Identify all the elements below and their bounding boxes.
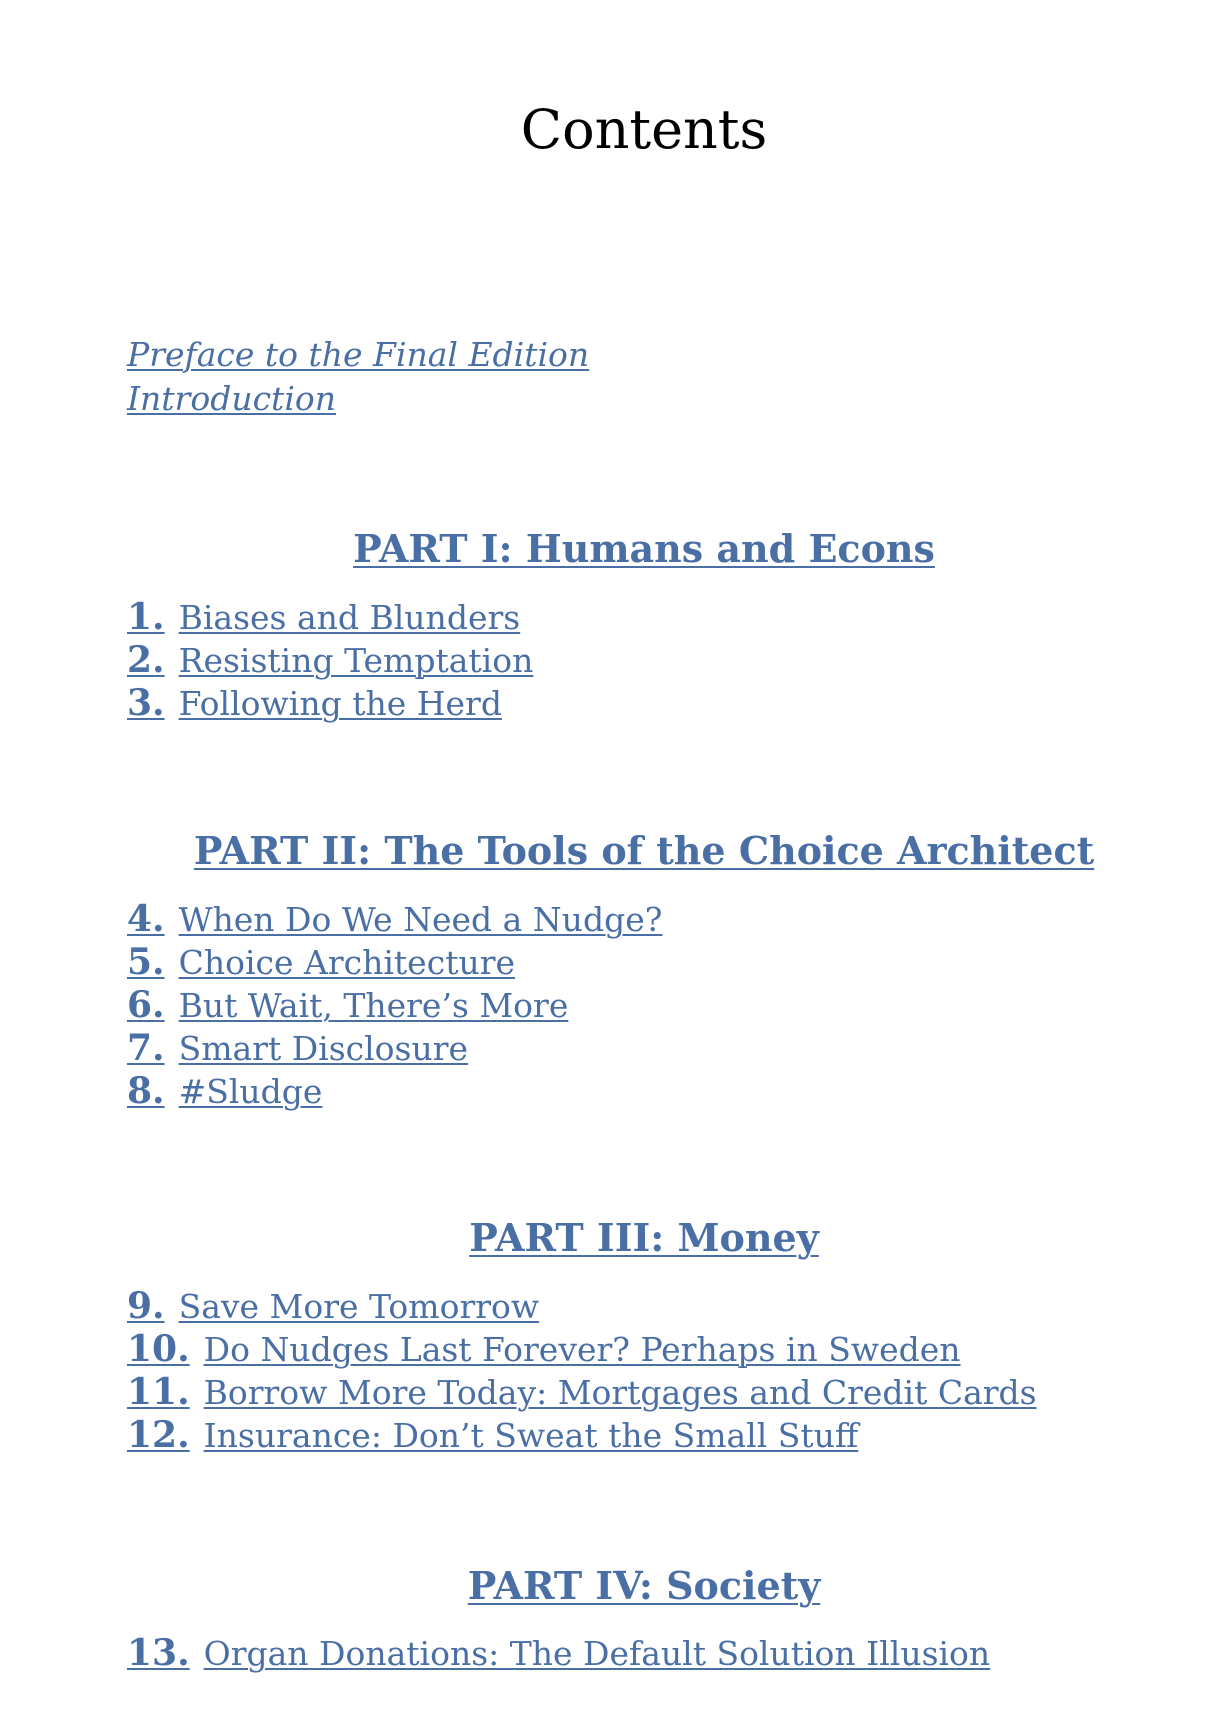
- front-matter-links: [127, 333, 589, 421]
- chapter-title: Biases and Blunders: [178, 598, 521, 637]
- chapter-number: 4.: [127, 898, 165, 940]
- part-4-heading[interactable]: PART IV: Society: [467, 1563, 821, 1608]
- chapter-number: 7.: [127, 1027, 165, 1069]
- introduction-link[interactable]: Introduction: [127, 379, 336, 418]
- chapter-number: 11.: [127, 1371, 190, 1413]
- chapter-number: 2.: [127, 639, 165, 681]
- chapter-3-link[interactable]: [127, 682, 533, 725]
- chapter-title: Following the Herd: [178, 684, 502, 723]
- chapter-number: 1.: [127, 596, 165, 638]
- part-3-heading[interactable]: PART III: Money: [469, 1215, 819, 1260]
- chapter-number: 12.: [127, 1414, 190, 1456]
- chapter-title: Smart Disclosure: [178, 1029, 469, 1068]
- part-4-chapter-list: [127, 1632, 990, 1675]
- chapter-title: Do Nudges Last Forever? Perhaps in Sweden: [203, 1330, 961, 1369]
- chapter-11-link[interactable]: [127, 1371, 1037, 1414]
- part-3-chapter-list: [127, 1285, 1037, 1457]
- chapter-9-link[interactable]: [127, 1285, 1037, 1328]
- chapter-number: 9.: [127, 1285, 165, 1327]
- chapter-number: 10.: [127, 1328, 190, 1370]
- chapter-title: Insurance: Don’t Sweat the Small Stuff: [203, 1416, 859, 1455]
- chapter-1-link[interactable]: [127, 596, 533, 639]
- chapter-title: Choice Architecture: [178, 943, 516, 982]
- part-2-chapter-list: [127, 898, 662, 1113]
- chapter-8-link[interactable]: [127, 1070, 662, 1113]
- chapter-title: But Wait, There’s More: [178, 986, 569, 1025]
- chapter-13-link[interactable]: [127, 1632, 990, 1675]
- chapter-number: 6.: [127, 984, 165, 1026]
- chapter-title: Borrow More Today: Mortgages and Credit Cards: [203, 1373, 1037, 1412]
- preface-link[interactable]: Preface to the Final Edition: [127, 335, 590, 374]
- chapter-5-link[interactable]: [127, 941, 662, 984]
- chapter-number: 8.: [127, 1070, 165, 1112]
- chapter-6-link[interactable]: [127, 984, 662, 1027]
- chapter-title: When Do We Need a Nudge?: [178, 900, 663, 939]
- chapter-7-link[interactable]: [127, 1027, 662, 1070]
- chapter-number: 3.: [127, 682, 165, 724]
- chapter-4-link[interactable]: [127, 898, 662, 941]
- chapter-10-link[interactable]: [127, 1328, 1037, 1371]
- chapter-title: Resisting Temptation: [178, 641, 534, 680]
- chapter-number: 13.: [127, 1632, 190, 1674]
- page-title: Contents: [520, 98, 768, 161]
- chapter-title: Save More Tomorrow: [178, 1287, 540, 1326]
- chapter-title: Organ Donations: The Default Solution Illusion: [203, 1634, 991, 1673]
- chapter-2-link[interactable]: [127, 639, 533, 682]
- part-1-chapter-list: [127, 596, 533, 725]
- chapter-12-link[interactable]: [127, 1414, 1037, 1457]
- part-1-heading[interactable]: PART I: Humans and Econs: [353, 526, 935, 571]
- chapter-title: #Sludge: [178, 1072, 323, 1111]
- part-2-heading[interactable]: PART II: The Tools of the Choice Architect: [193, 828, 1095, 873]
- chapter-number: 5.: [127, 941, 165, 983]
